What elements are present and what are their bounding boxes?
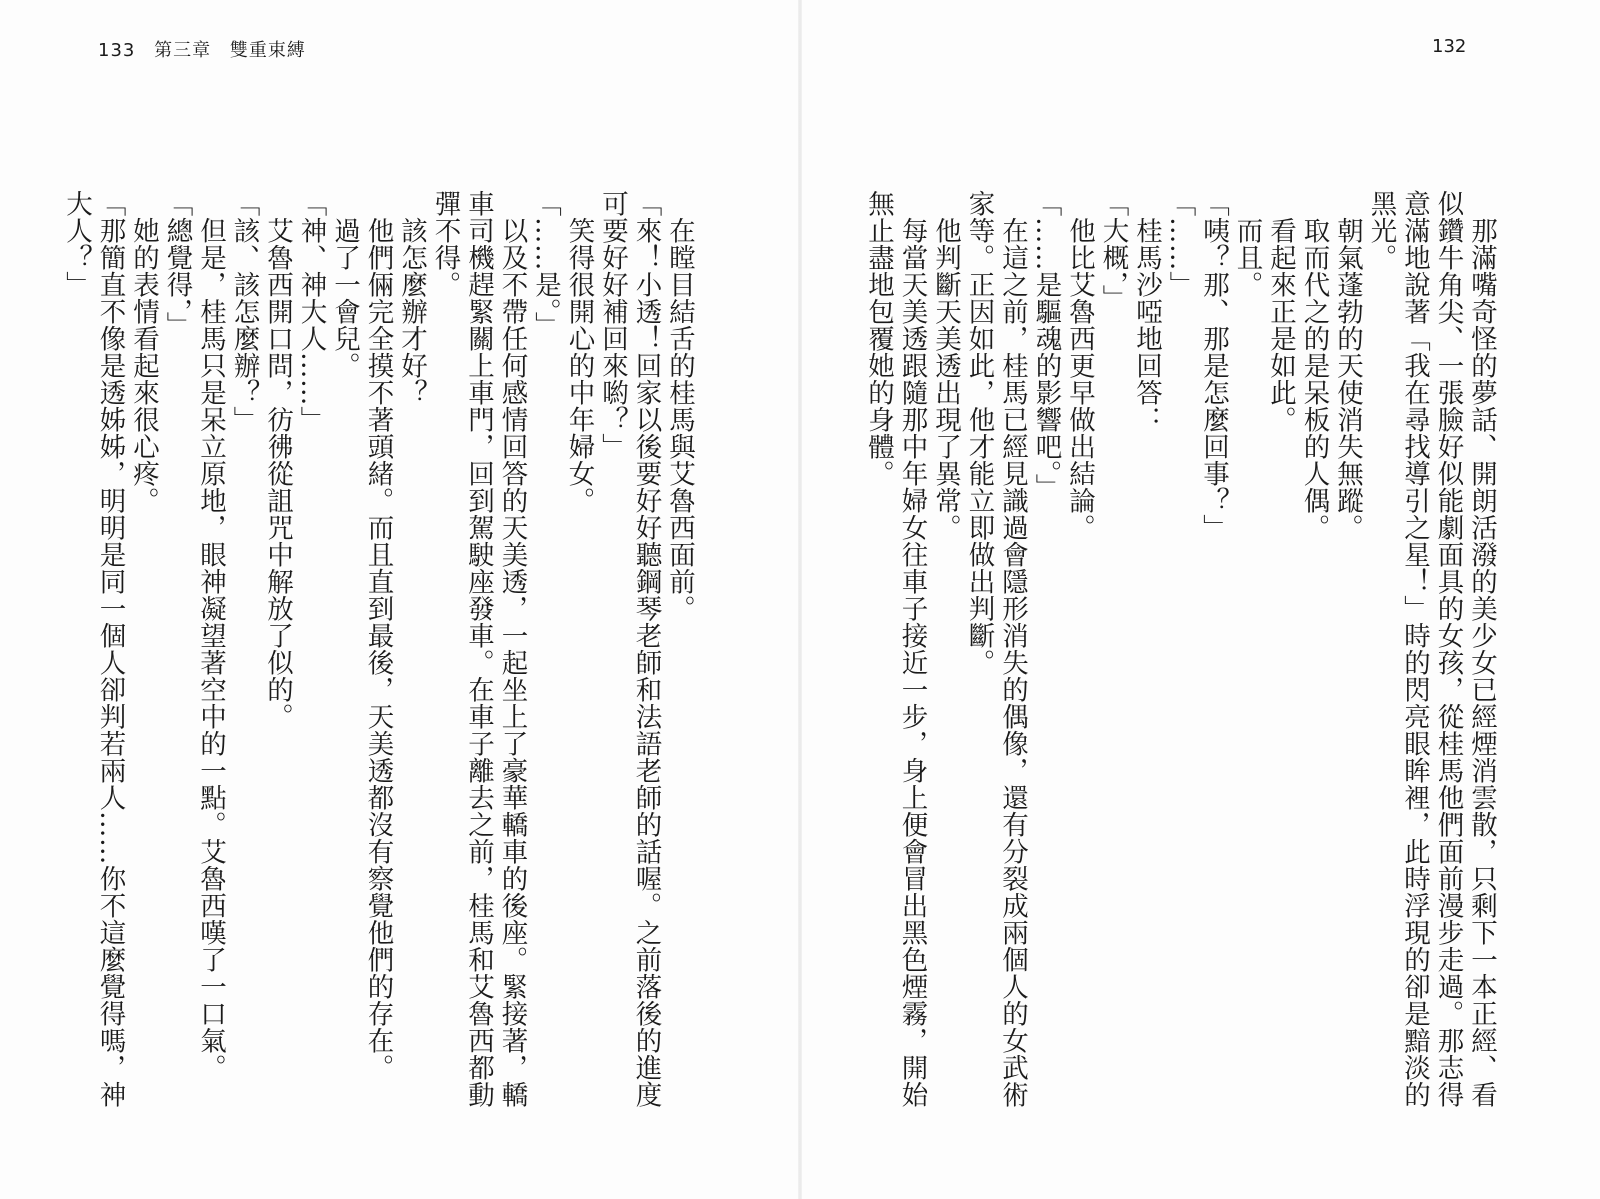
paragraph: 在這之前，桂馬已經見識過會隱形消失的偶像，還有分裂成兩個人的女武術家等。正因如此，他才能立即做出判斷。 bbox=[963, 190, 1028, 1108]
paragraph: 「那簡直不像是透姊姊，明明是同一個人卻判若兩人……你不這麼覺得嗎，神大人？」 bbox=[61, 190, 126, 1108]
paragraph: 「大概，」 bbox=[1097, 190, 1129, 312]
paragraph: 「……」 bbox=[1164, 190, 1196, 298]
paragraph: 「總覺得，」 bbox=[161, 190, 193, 339]
chapter-label: 第三章 bbox=[154, 40, 212, 61]
paragraph: 該怎麼辦才好？ bbox=[396, 216, 427, 406]
right-page-body bbox=[863, 190, 1498, 1120]
paragraph: 「咦？那、那是怎麼回事？」 bbox=[1198, 190, 1229, 541]
paragraph: 「該、該怎麼辦？」 bbox=[228, 190, 260, 433]
left-page-body bbox=[61, 190, 696, 1120]
paragraph: 那滿嘴奇怪的夢話、開朗活潑的美少女已經煙消雲散，只剩下一本正經、看似鑽牛角尖、一張臉好似能劇面具的女孩，從桂馬他們面前漫步走過。那志得意滿地說著「我在尋找導引之星！」時的閃亮眼眸裡，此時浮現的卻是黯淡的黑光。 bbox=[1365, 190, 1497, 1108]
paragraph: 朝氣蓬勃的天使消失無蹤。 bbox=[1332, 216, 1363, 541]
paragraph: 桂馬沙啞地回答： bbox=[1131, 216, 1162, 433]
paragraph: 他判斷天美透出現了異常。 bbox=[930, 216, 961, 541]
paragraph: 每當天美透跟隨那中年婦女往車子接近一步，身上便會冒出黑色煙霧，開始無止盡地包覆她的身體。 bbox=[863, 190, 928, 1108]
paragraph: 取而代之的是呆板的人偶。 bbox=[1298, 216, 1330, 541]
paragraph: 「來！小透！回家以後要好好聽鋼琴老師和法語老師的話喔。之前落後的進度可要好好補回來喲？」 bbox=[597, 190, 662, 1108]
paragraph: 在瞠目結舌的桂馬與艾魯西面前。 bbox=[664, 216, 695, 622]
paragraph: 笑得很開心的中年婦女。 bbox=[563, 216, 595, 514]
paragraph: 以及不帶任何感情回答的天美透，一起坐上了豪華轎車的後座。緊接著，轎車司機趕緊關上車門，回到駕駛座發車。在車子離去之前，桂馬和艾魯西都動彈不得。 bbox=[429, 190, 528, 1108]
left-page-header bbox=[98, 36, 318, 62]
right-page-number: 132 bbox=[1432, 36, 1467, 57]
paragraph: 但是，桂馬只是呆立原地，眼神凝望著空中的一點。艾魯西嘆了一口氣。 bbox=[195, 216, 226, 1081]
paragraph: 他比艾魯西更早做出結論。 bbox=[1064, 216, 1095, 541]
paragraph: 過了一會兒。 bbox=[329, 216, 360, 379]
chapter-title: 雙重束縛 bbox=[229, 40, 306, 61]
page-gutter bbox=[798, 0, 802, 1199]
paragraph: 艾魯西開口問，彷彿從詛咒中解放了似的。 bbox=[262, 216, 293, 730]
paragraph: 「……是驅魂的影響吧。」 bbox=[1030, 190, 1062, 501]
paragraph: 而且。 bbox=[1231, 216, 1263, 298]
paragraph: 她的表情看起來很心疼。 bbox=[128, 216, 159, 514]
paragraph: 「……是。」 bbox=[530, 190, 561, 339]
left-page-number: 133 bbox=[98, 40, 136, 61]
paragraph: 「神、神大人……」 bbox=[295, 190, 327, 433]
paragraph: 他們倆完全摸不著頭緒。而且直到最後，天美透都沒有察覺他們的存在。 bbox=[362, 216, 394, 1081]
paragraph: 看起來正是如此。 bbox=[1265, 216, 1296, 433]
